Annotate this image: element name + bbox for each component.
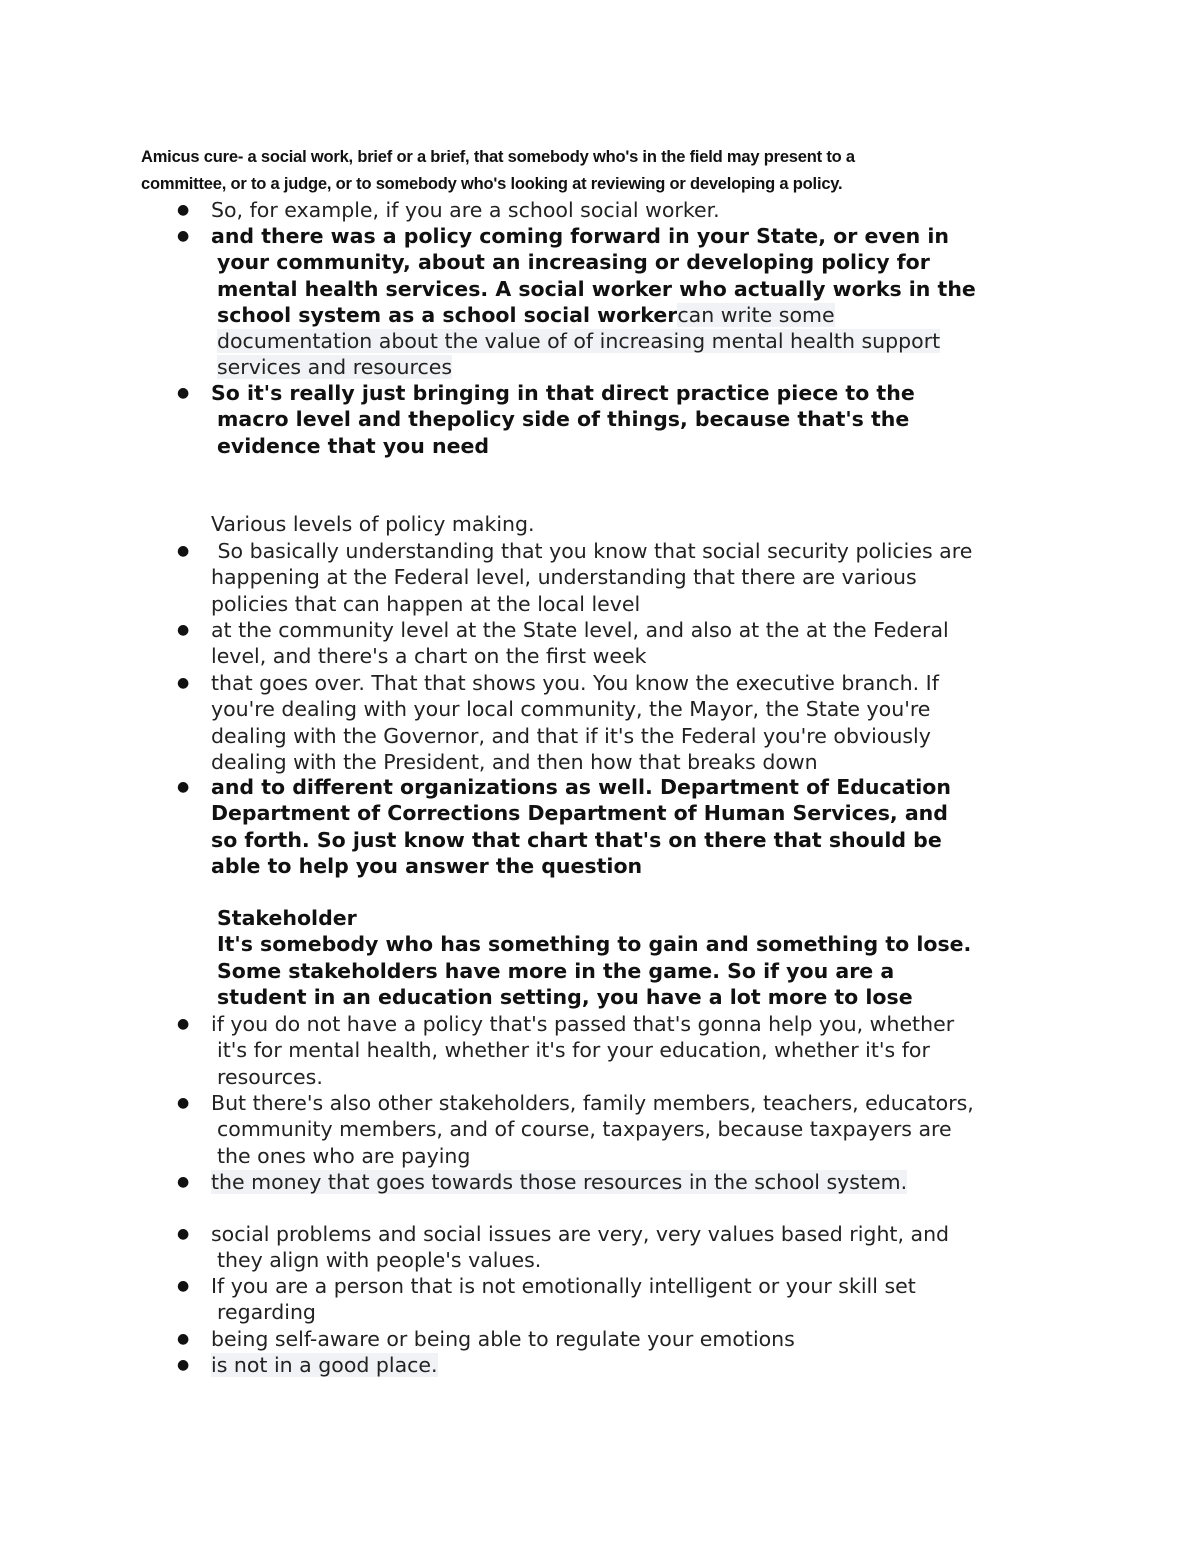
list-item-line: If you are a person that is not emotionally intelligent or your skill set (211, 1274, 916, 1298)
section-heading: Various levels of policy making. (211, 512, 535, 536)
list-item-line: happening at the Federal level, understanding that there are various (211, 565, 917, 590)
list-item-line: able to help you answer the question (211, 853, 643, 878)
bullet-icon: ● (177, 1016, 190, 1032)
highlighted-run: documentation about the value of of increasing mental health support (217, 329, 941, 354)
bullet-icon: ● (177, 1357, 190, 1373)
stakeholder-line: student in an education setting, you have a lot more to lose (217, 984, 913, 1009)
list-item (177, 774, 1071, 879)
bullet-icon: ● (177, 779, 190, 795)
list-item (177, 1011, 1071, 1090)
intro-line: Amicus cure- a social work, brief or a brief, that somebody who's in the field may present to a (141, 148, 855, 166)
bullet-icon: ● (177, 1174, 190, 1190)
bold-run: school system as a school social worker (217, 302, 678, 327)
list-item (177, 617, 1071, 670)
list-item-line: it's for mental health, whether it's for your education, whether it's for (217, 1038, 930, 1063)
list-item-line: evidence that you need (217, 433, 490, 458)
list-item-line: dealing with the President, and then how that breaks down (211, 749, 818, 774)
stakeholder-line: It's somebody who has something to gain and something to lose. (217, 932, 972, 957)
list-item-line: and to different organizations as well. Department of Education (211, 775, 951, 799)
bullet-icon: ● (177, 1278, 190, 1294)
highlighted-run: can write some (677, 302, 835, 327)
list-item-line (211, 328, 1071, 354)
list-item (177, 670, 1071, 775)
list-item-line: if you do not have a policy that's passed that's gonna help you, whether (211, 1012, 955, 1036)
list-item-line: So it's really just bringing in that direct practice piece to the (211, 381, 915, 405)
list-item-line: policies that can happen at the local level (211, 591, 641, 616)
stakeholder-section (217, 905, 1097, 1010)
list-item-line: regarding (217, 1300, 316, 1325)
bullet-icon: ● (177, 675, 190, 691)
list-item-line: But there's also other stakeholders, family members, teachers, educators, (211, 1091, 974, 1115)
list-item-line: So basically understanding that you know that social security policies are (211, 539, 973, 563)
highlighted-run: the money that goes towards those resources in the school system. (211, 1170, 908, 1194)
list-item-line: so forth. So just know that chart that's on there that should be (211, 827, 942, 852)
highlighted-run: services and resources (217, 355, 453, 380)
list-item-line (211, 302, 1071, 328)
bullet-icon: ● (177, 385, 190, 401)
intro-line: committee, or to a judge, or to somebody who's looking at reviewing or developing a policy. (141, 175, 843, 193)
list-item-line: level, and there's a chart on the first week (211, 644, 647, 669)
list-item-line (211, 1169, 1071, 1195)
list-item (177, 380, 1071, 459)
list-item-line: the ones who are paying (217, 1143, 471, 1168)
bullet-icon: ● (177, 202, 190, 218)
list-item (177, 1326, 1071, 1352)
list-item-line: community members, and of course, taxpayers, because taxpayers are (217, 1117, 952, 1142)
list-item-line: and there was a policy coming forward in your State, or even in (211, 224, 949, 248)
list-item-line (211, 354, 1071, 380)
list-item-line: that goes over. That that shows you. You know the executive branch. If (211, 671, 939, 695)
list-item-line: at the community level at the State level, and also at the at the Federal (211, 618, 949, 642)
list-item (177, 1221, 1071, 1274)
list-item (177, 1273, 1071, 1326)
stakeholder-heading: Stakeholder (217, 906, 357, 930)
list-item-line: they align with people's values. (217, 1248, 542, 1273)
list-item-line (211, 1352, 1071, 1378)
list-item (177, 1169, 1071, 1195)
stakeholder-line: Some stakeholders have more in the game. So if you are a (217, 958, 895, 983)
list-item (177, 223, 1071, 381)
list-item (177, 538, 1071, 617)
list-item-line: being self-aware or being able to regulate your emotions (211, 1327, 795, 1351)
list-item-line: dealing with the Governor, and that if it's the Federal you're obviously (211, 723, 931, 748)
bullet-icon: ● (177, 622, 190, 638)
list-item (177, 1090, 1071, 1169)
bullet-icon: ● (177, 1331, 190, 1347)
bullet-icon: ● (177, 1226, 190, 1242)
list-item-line: mental health services. A social worker who actually works in the (217, 276, 976, 301)
list-item-line: Department of Corrections Department of Human Services, and (211, 801, 948, 826)
bullet-icon: ● (177, 543, 190, 559)
list-item-text: So, for example, if you are a school social worker. (211, 198, 720, 222)
bullet-icon: ● (177, 228, 190, 244)
highlighted-run: is not in a good place. (211, 1353, 438, 1377)
list-item (177, 1352, 1071, 1378)
list-item-line: social problems and social issues are very, very values based right, and (211, 1222, 950, 1246)
intro-paragraph (141, 144, 1061, 198)
bullet-icon: ● (177, 1095, 190, 1111)
list-item-line: you're dealing with your local community, the Mayor, the State you're (211, 697, 931, 722)
list-item (177, 197, 1071, 223)
list-item-line: resources. (217, 1064, 323, 1089)
list-item-line: your community, about an increasing or developing policy for (217, 250, 930, 275)
list-item-line: macro level and thepolicy side of things, because that's the (217, 407, 910, 432)
